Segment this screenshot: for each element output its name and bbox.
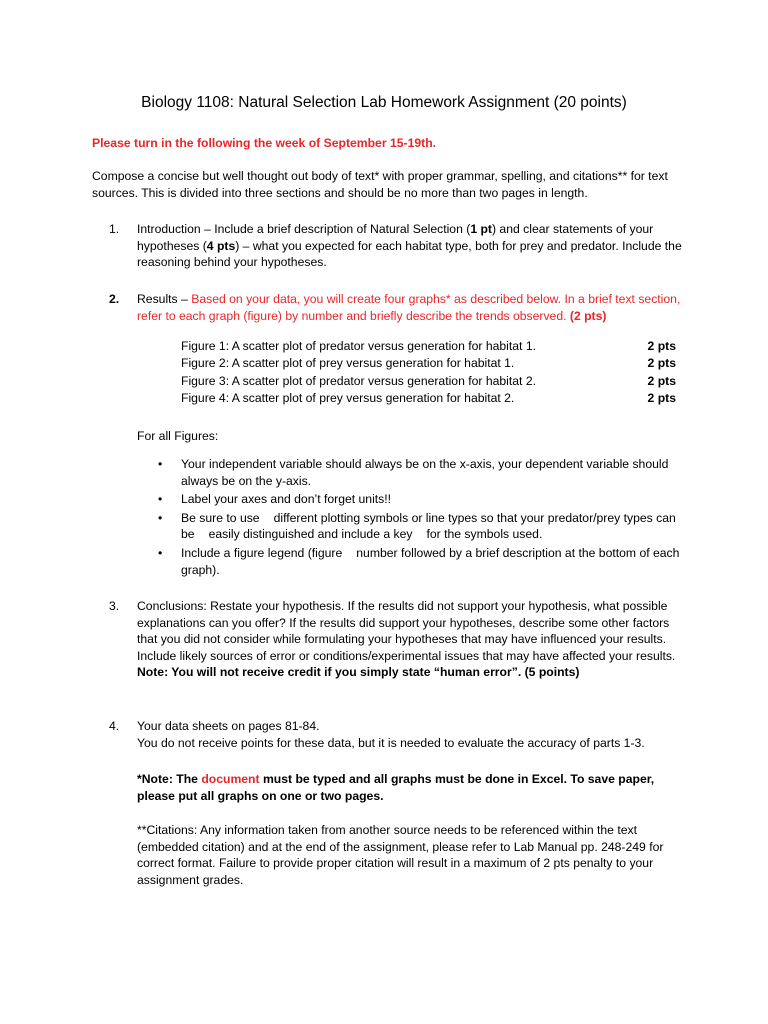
bullet-text: different plotting symbols or line types so that your predator/prey types can be (181, 510, 676, 542)
bullet-text: number followed by a brief description at the bottom of each graph). (181, 545, 680, 577)
course-code: Biology 1108: (141, 94, 239, 111)
list-item (158, 545, 683, 578)
bullet-icon: • (158, 457, 163, 471)
item-number: 1. (109, 222, 120, 236)
figure-row (181, 373, 676, 390)
for-all-figures-heading: For all Figures: (137, 429, 219, 443)
item-number: 3. (109, 599, 120, 613)
figure-description: Figure 3: A scatter plot of predator versus generation for habitat 2. (181, 374, 536, 388)
conclusions-text: Conclusions: Restate your hypothesis. If the results did not support your hypothesis, what possible explanations can you offer? If the results did support your hypotheses, describe some other factors that you did not consider while formulating your hypotheses that may have influenced your results. (137, 599, 670, 647)
data-sheets-pages: Your data sheets on pages 81-84. (137, 719, 320, 733)
item-number: 2. (109, 292, 120, 306)
conclusions-error-text (137, 648, 682, 681)
bullet-text: for the symbols used. (426, 527, 543, 542)
results-instructions: Based on your data, you will create four graphs* as described below. In a brief text section, refer to each graph (figure) by number and briefly describe the trends observed. (137, 292, 681, 323)
intro-text-2: ) and clear statements of your hypotheses ( (137, 222, 654, 253)
page-title (0, 93, 768, 113)
figure-row (181, 390, 676, 407)
intro-points-1: 1 pt (470, 222, 492, 236)
note-highlight: document (201, 772, 260, 786)
bullet-icon: • (158, 545, 163, 560)
intro-text-1: Introduction – Include a brief description of Natural Selection ( (137, 222, 471, 236)
intro-text-3: ) – what you expected for each habitat type, both for prey and predator. Include the reasoning behind your hypotheses. (137, 238, 682, 270)
intro-paragraph: Compose a concise but well thought out body of text* with proper grammar, spelling, and citations** for text sources. This is divided into three sections and should be no more than two pages in length. (92, 169, 668, 200)
figure-description: Figure 4: A scatter plot of prey versus generation for habitat 2. (181, 391, 515, 405)
intro-points-2: 4 pts (206, 238, 236, 253)
list-item (158, 456, 683, 489)
results-lead: Results – (137, 292, 192, 306)
bullet-text: Be sure to use (181, 510, 260, 525)
item-body (137, 718, 682, 751)
figure-description: Figure 1: A scatter plot of predator versus generation for habitat 1. (181, 339, 536, 353)
results-points: (2 pts) (569, 308, 607, 323)
figure-points: 2 pts (647, 391, 676, 405)
figure-points: 2 pts (647, 356, 676, 370)
bullet-text: easily distinguished and include a key (208, 527, 413, 542)
data-sheets-note: You do not receive points for these data, but it is needed to evaluate the accuracy of parts 1-3. (137, 735, 645, 750)
figure-requirements-list (158, 456, 683, 580)
note-text: must be typed and all graphs must be done in Excel. To save paper, please put all graphs on one or two pages. (137, 772, 655, 803)
figure-description: Figure 2: A scatter plot of prey versus generation for habitat 1. (181, 356, 515, 370)
assignment-name: Natural Selection Lab Homework Assignment (20 points) (238, 94, 627, 111)
item-body (137, 598, 682, 681)
figure-points: 2 pts (647, 374, 676, 388)
bullet-icon: • (158, 510, 163, 525)
list-item (158, 491, 683, 508)
citations-note: **Citations: Any information taken from another source needs to be referenced within the text (embedded citation) and at the end of the assignment, please refer to Lab Manual pp. 248-249 for correct format. Failure to provide proper citation will result in a maximum of 2 pts penalty to your assignment grades. (137, 823, 664, 887)
deadline-notice: Please turn in the following the week of September 15-19th. (92, 136, 437, 150)
figure-row (181, 355, 676, 372)
figure-row (181, 338, 676, 355)
bullet-icon: • (158, 492, 163, 507)
item-body (137, 221, 682, 271)
bullet-text: Label your axes and don’t forget units!! (181, 492, 392, 507)
conclusions-note: Note: You will not receive credit if you simply state “human error”. (5 points) (137, 665, 580, 680)
item-body (137, 291, 682, 324)
typing-note (137, 771, 677, 804)
item-number: 4. (109, 719, 120, 733)
list-item (158, 510, 683, 543)
bullet-text: Your independent variable should always be on the x-axis, your dependent variable should always be on the y-axis. (181, 457, 669, 488)
bullet-text: Include a figure legend (figure (181, 545, 343, 560)
conclusions-error-sources: Include likely sources of error or conditions/experimental issues that may have affected your results. (137, 648, 676, 663)
figure-points: 2 pts (647, 339, 676, 353)
note-prefix: *Note: The (137, 772, 202, 786)
